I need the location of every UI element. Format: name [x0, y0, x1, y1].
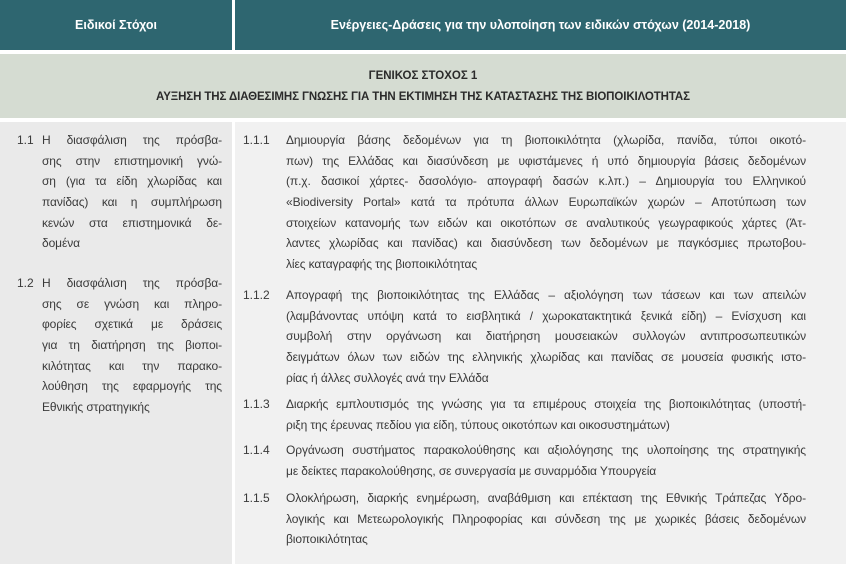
goal-line: κενών στα επιστημονικά δε-	[42, 215, 222, 230]
action-number: 1.1.5	[243, 491, 270, 505]
action-line: Απογραφή της βιοποικιλότητας της Ελλάδας – αξιολόγηση των τάσεων και των απειλών	[286, 288, 806, 302]
goal-line: σης στην επιστημονική γνώ-	[42, 153, 222, 168]
goal-line: σης σε γνώση και πληρο-	[42, 296, 222, 311]
action-line: «Biodiversity Portal» κατά τα πρότυπα άλλων Ευρωπαϊκών χωρών – Αποτύπωση των	[286, 195, 806, 210]
general-goal-band	[0, 54, 846, 118]
goal-line: λούθηση της εφαρμογής της	[42, 379, 222, 394]
goal-line: κιλότητας και την παρακο-	[42, 358, 222, 373]
action-line: Διαρκής εμπλουτισμός της γνώσης για τα επιμέρους στοιχεία της βιοποικιλότητας (υποστή-	[286, 397, 806, 411]
goal-line: Η διασφάλιση της πρόσβα-	[42, 133, 222, 147]
action-text	[286, 488, 806, 550]
action-line: λαντες χλωρίδας και πανίδας) και διασύνδεση των δεδομένων με παγκόσμιες πρωτοβου-	[286, 236, 806, 251]
header-cell-actions	[235, 0, 846, 50]
action-line: λίες καταγραφής της βιοποικιλότητας	[286, 257, 478, 272]
action-text	[286, 394, 806, 435]
action-line: δειγμάτων όλων των ειδών της ελληνικής χλωρίδας και πανίδας σε μουσεία φυσικής ιστο-	[286, 350, 806, 365]
action-line: στοιχείων κατανομής των ειδών και οικοτόπων σε αναλυτικούς γεωγραφικούς χάρτες (Άτ-	[286, 215, 806, 230]
action-number: 1.1.4	[243, 443, 270, 457]
goal-line: πανίδας) και η συμπλήρωση	[42, 195, 222, 210]
action-line: Ολοκλήρωση, διαρκής ενημέρωση, αναβάθμιση και επέκταση της Εθνικής Τράπεζας Υδρο-	[286, 491, 806, 505]
action-line: Οργάνωση συστήματος παρακολούθησης και αξιολόγησης της υλοποίησης της στρατηγικής	[286, 443, 806, 457]
action-text	[286, 285, 806, 388]
action-line: (π.χ. δασικοί χάρτες- δασολόγιο- απογραφή δασών κ.λπ.) – Δημιουργία του Ελληνικού	[286, 174, 806, 189]
header-actions-label: Ενέργειες-Δράσεις για την υλοποίηση των ειδικών στόχων (2014-2018)	[330, 18, 751, 32]
action-text	[286, 440, 806, 481]
header-specific-goals-label: Ειδικοί Στόχοι	[75, 18, 157, 32]
action-line: συμβολή στην οργάνωση και διατήρηση μουσειακών συλλογών αντιπροσωπευτικών	[286, 329, 806, 344]
action-number: 1.1.2	[243, 288, 270, 302]
action-line: Δημιουργία βάσης δεδομένων για τη βιοποικιλότητα (χλωρίδα, πανίδα, τύποι οικοτό-	[286, 133, 806, 147]
action-line: ρίας ή άλλες συλλογές ανά την Ελλάδα	[286, 370, 489, 385]
action-line: με δείκτες παρακολούθησης, σε συνεργασία με συναρμόδια Υπουργεία	[286, 463, 657, 478]
goal-text	[42, 130, 222, 254]
goal-line: για τη διατήρηση της βιοποι-	[42, 338, 222, 353]
action-line: βιοποικιλότητας	[286, 532, 368, 547]
action-number: 1.1.3	[243, 397, 270, 411]
goal-number: 1.2	[17, 276, 34, 290]
goal-line: φορίες σχετικά με δράσεις	[42, 317, 222, 332]
general-goal-subtitle: ΑΥΞΗΣΗ ΤΗΣ ΔΙΑΘΕΣΙΜΗΣ ΓΝΩΣΗΣ ΓΙΑ ΤΗΝ ΕΚΤΙΜΗΣΗ ΤΗΣ ΚΑΤΑΣΤΑΣΗΣ ΤΗΣ ΒΙΟΠΟΙΚΙΛΟΤΗΤΑΣ	[156, 91, 690, 103]
general-goal-title: ΓΕΝΙΚΟΣ ΣΤΟΧΟΣ 1	[368, 70, 478, 82]
action-line: πων) της Ελλάδας και διασύνδεση με υφιστάμενες ή υπό δημιουργία βάσεις δεδομένων	[286, 153, 806, 168]
goal-number: 1.1	[17, 133, 34, 147]
goal-line: δομένα	[42, 236, 80, 251]
action-line: λογικής και Μετεωρολογικής Πληροφορίας και σύνδεση της με χωρικές βάσεις δεδομένων	[286, 511, 806, 526]
goal-line: ση (για τα είδη χλωρίδας και	[42, 174, 222, 189]
action-number: 1.1.1	[243, 133, 270, 147]
header-cell-specific-goals	[0, 0, 232, 50]
goal-line: Η διασφάλιση της πρόσβα-	[42, 276, 222, 290]
action-line: ριξη της έρευνας πεδίου για είδη, τύπους οικοτόπων και οικοσυστημάτων)	[286, 417, 670, 432]
goal-text	[42, 273, 222, 418]
action-text	[286, 130, 806, 275]
goal-line: Εθνικής στρατηγικής	[42, 400, 150, 415]
action-line: (λαμβάνοντας υπόψη κατά το εισβλητικά / χωροκατακτητικά ξενικά είδη) – Ενίσχυση και	[286, 308, 806, 323]
